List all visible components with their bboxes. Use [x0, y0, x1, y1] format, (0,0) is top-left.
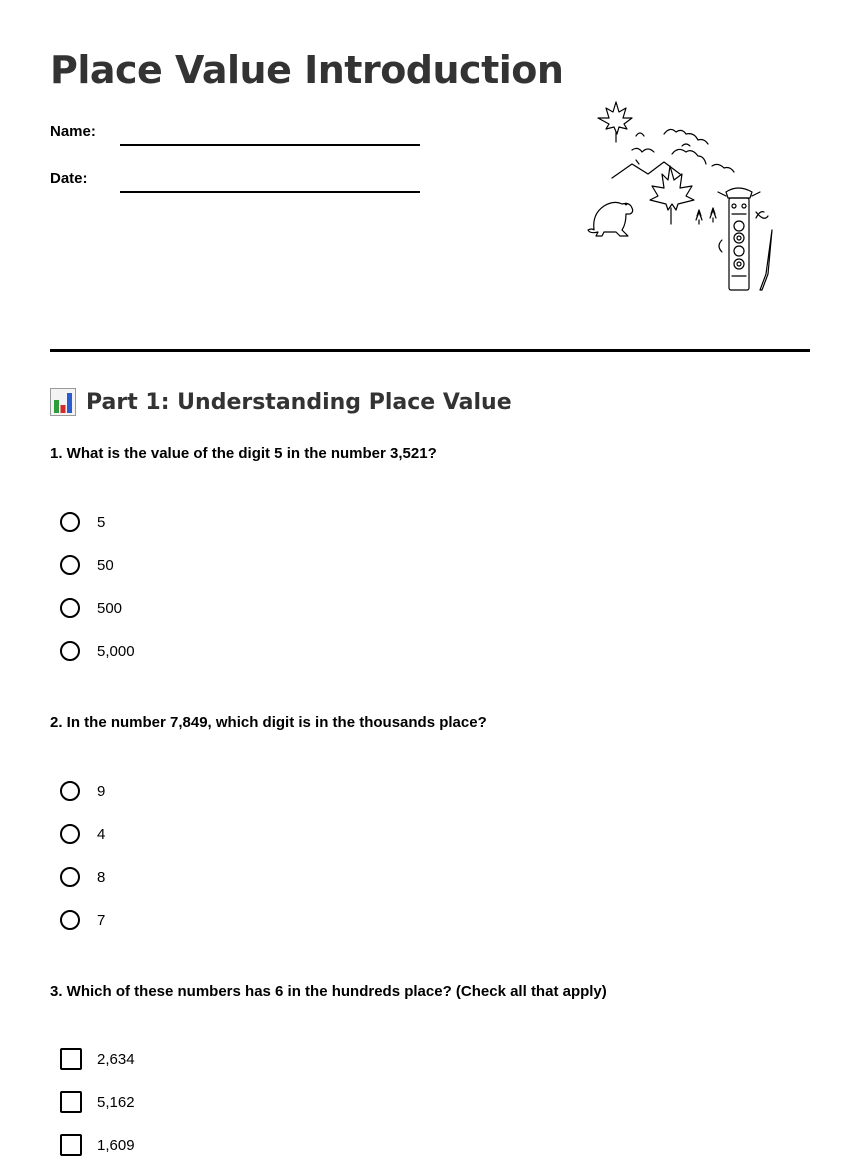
small-maple-leaf-icon [598, 102, 632, 134]
radio-button[interactable] [60, 867, 80, 887]
section-divider [50, 349, 810, 352]
answer-option[interactable] [60, 510, 105, 534]
totem-pole-icon [726, 188, 752, 198]
answer-option[interactable] [60, 1133, 135, 1157]
date-field [50, 163, 470, 193]
option-label: 7 [97, 911, 106, 929]
option-label: 5 [97, 513, 106, 531]
name-input-line[interactable] [120, 144, 420, 146]
answer-option[interactable] [60, 779, 105, 803]
bar-chart-icon [50, 388, 76, 416]
worksheet-page [50, 0, 810, 1161]
question-text: 3. Which of these numbers has 6 in the hundreds place? (Check all that apply) [50, 983, 607, 1000]
answer-option[interactable] [60, 639, 135, 663]
section-heading-text: Part 1: Understanding Place Value [86, 389, 512, 415]
beaver-icon [588, 202, 633, 236]
answer-option[interactable] [60, 865, 105, 889]
radio-button[interactable] [60, 910, 80, 930]
answer-option[interactable] [60, 553, 114, 577]
name-label: Name: [50, 123, 96, 140]
option-label: 50 [97, 556, 114, 574]
option-label: 5,162 [97, 1093, 135, 1111]
option-label: 9 [97, 782, 106, 800]
answer-option[interactable] [60, 822, 105, 846]
option-label: 8 [97, 868, 106, 886]
section-heading [50, 388, 512, 416]
date-label: Date: [50, 170, 88, 187]
checkbox[interactable] [60, 1048, 82, 1070]
option-label: 2,634 [97, 1050, 135, 1068]
option-label: 4 [97, 825, 106, 843]
date-input-line[interactable] [120, 191, 420, 193]
radio-button[interactable] [60, 555, 80, 575]
canada-illustration-icon [576, 96, 776, 296]
radio-button[interactable] [60, 512, 80, 532]
answer-option[interactable] [60, 908, 105, 932]
option-label: 500 [97, 599, 123, 617]
checkbox[interactable] [60, 1134, 82, 1156]
radio-button[interactable] [60, 824, 80, 844]
answer-option[interactable] [60, 596, 122, 620]
question-text: 1. What is the value of the digit 5 in the number 3,521? [50, 445, 437, 462]
option-label: 5,000 [97, 642, 135, 660]
radio-button[interactable] [60, 781, 80, 801]
answer-option[interactable] [60, 1090, 135, 1114]
maple-leaf-icon [650, 166, 694, 210]
option-label: 1,609 [97, 1136, 135, 1154]
radio-button[interactable] [60, 598, 80, 618]
page-title: Place Value Introduction [50, 48, 564, 92]
question-text: 2. In the number 7,849, which digit is in the thousands place? [50, 714, 487, 731]
radio-button[interactable] [60, 641, 80, 661]
checkbox[interactable] [60, 1091, 82, 1113]
name-field [50, 116, 470, 146]
answer-option[interactable] [60, 1047, 135, 1071]
